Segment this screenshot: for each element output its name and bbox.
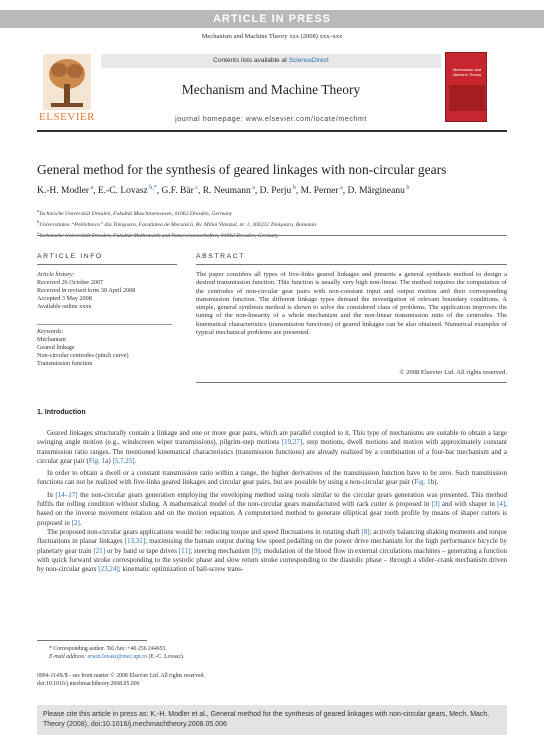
author-name: R. Neumann xyxy=(202,186,251,197)
citation-link[interactable]: [9] xyxy=(251,546,260,555)
keyword-item: Non-circular centrodes (pinch curve) xyxy=(37,352,129,359)
email-suffix: (E.-C. Lovasz). xyxy=(147,654,185,660)
paragraph-text: . xyxy=(79,518,82,527)
paragraph-text: ; actively balancing shaking moments and torque fluctuations in planar linkages xyxy=(37,527,508,546)
affiliation-marker: c xyxy=(37,229,39,235)
paragraph-text: The proposed non-circular gears applications would be: reducing torque and speed fluctuations in rotating shaft xyxy=(47,527,362,536)
contents-prefix: Contents lists available at xyxy=(213,57,287,64)
paragraph-text: In order to obtain a dwell or a constant transmission ratio within a range, the higher derivatives of the transmission function have to be zero. Such transmission functions can not be realized with five-links geared linkages and circular gear pairs, but are possible by using a non-circular gear pair ( xyxy=(37,469,507,487)
abstract-rule xyxy=(196,264,507,265)
citation-link[interactable]: [21] xyxy=(93,546,106,555)
paragraph-text: ; kinematic optimization of ball-screw trans- xyxy=(118,565,244,574)
journal-cover-image xyxy=(445,52,487,122)
author-name: M. Perner xyxy=(300,186,339,197)
citation-link[interactable]: [8] xyxy=(361,527,370,536)
paragraph-text: ; modulation of the blood flow in external circulations machines – generating a function with quick forward stroke corresponding to the systolic phase and slow return stroke corresponding to the diastolic phase – through a slider–crank mechanism driven by non-circular gears xyxy=(37,546,507,574)
article-info-column xyxy=(37,271,177,368)
keyword-list xyxy=(37,336,177,368)
contents-strip xyxy=(101,54,441,68)
citation-link[interactable]: Fig. 1 xyxy=(88,456,106,465)
affiliation-item xyxy=(37,207,507,218)
paragraph-text: ; steering mechanism xyxy=(190,546,252,555)
doi-line[interactable]: doi:10.1016/j.mechmachtheory.2008.05.006 xyxy=(37,680,140,687)
section-heading-introduction: 1. Introduction xyxy=(37,409,86,416)
keyword-item: Mechanism xyxy=(37,336,66,343)
intro-paragraph-4 xyxy=(37,528,507,574)
history-item: Received 26 October 2007 xyxy=(37,279,104,286)
sciencedirect-link[interactable]: ScienceDirect xyxy=(288,57,329,64)
affiliation-text: Technische Universität Dresden, Fakultät Mathematik und Naturwissenschaften, 01062 Dresden, Germany xyxy=(39,232,279,239)
article-info-rule xyxy=(37,264,177,265)
keywords-label: Keywords: xyxy=(37,328,64,335)
intro-paragraph-2 xyxy=(37,469,507,488)
journal-title: Mechanism and Machine Theory xyxy=(181,82,361,97)
footnote-rule xyxy=(37,640,147,641)
citation-link[interactable]: Fig. 1 xyxy=(414,478,431,487)
affiliation-rule xyxy=(37,235,507,236)
affiliation-text: Universitatea “Politehnica” din Timişoara, Facultatea de Mecanică, Bv. Mihai Viteazul, nr. 1, 300222 Timişoara, Romania xyxy=(39,221,317,228)
journal-reference: Mechanism and Machine Theory xxx (2008) xxx–xxx xyxy=(201,33,343,40)
history-item: Available online xxxx xyxy=(37,303,92,310)
history-list xyxy=(37,279,177,311)
paragraph-text: and with shaper in xyxy=(439,500,498,509)
author-list: K.-H. Modler $^a$, E.-C. Lovasz $^{b,*}$, G.F. Bär $^c$, R. Neumann $^a$, D. Perju $^b$, M. Perner $^a$, D. Mărgineanu $^b$ xyxy=(37,185,410,197)
paragraph-text: or by band or tape drives xyxy=(105,546,179,555)
footnote xyxy=(37,645,507,661)
affiliation-item xyxy=(37,218,507,229)
intro-paragraph-1 xyxy=(37,429,507,466)
author-name: G.F. Bär xyxy=(161,186,194,197)
journal-homepage[interactable]: journal homepage: www.elsevier.com/locate/mechmt xyxy=(175,116,367,123)
author-affiliation-marker[interactable]: a xyxy=(338,185,343,191)
citation-box: Please cite this article in press as: K.-H. Modler et al., General method for the synthesis of geared linkages with non-circular gears, Mech. Mach. Theory (2008), doi:10.1016/j.mechmachtheory.2008.05.006 xyxy=(37,705,507,735)
paragraph-text: , based on the inverse movement relation and on the motion equation. A computerized method to generate elliptical gear tooth profile by means of shaper cutters is proposed in xyxy=(37,500,507,527)
intro-body xyxy=(37,429,507,574)
abstract-text: The paper considers all types of five-links geared linkages and presents a general synthesis method to design a desired transmission function. This function is usually very high non-linear. The method requires the computation of the centrodes of non-circular gear pairs with non-constant input and output motion and their corresponding transmission function. The different linkage types demand the investigation of relevant boundary conditions. A simple, general synthesis method is shown to solve the considered class of problems. The application improves the tuning of the non-linearity of a whole mechanism and the non-linear transmission ratio of the centrodes. The kinematical characteristics (transmission functions) of geared linkages can be also obtained. Numerical examples of typical mechanical problems are presented. xyxy=(196,271,507,337)
issn-line: 0094-114X/$ - see front matter © 2008 Elsevier Ltd. All rights reserved. xyxy=(37,673,205,679)
paragraph-text: ; maximising the human output during low speed pedalling on the power drive mechanism for the high performance bicycle by planetary gear train xyxy=(37,537,507,555)
keyword-item: Transmission function xyxy=(37,360,93,367)
paragraph-text: the non-circular gears generation employing the enveloping method using tools similar to the circular gears generation was presented. This method fulfils the rolling condition without sliding. A mathematical model of the non-circular gears manufactured with rack cutter is proposed in xyxy=(37,490,507,509)
author-name: D. Mărgineanu xyxy=(347,186,405,197)
author-affiliation-marker[interactable]: b xyxy=(291,185,296,191)
copyright-notice: © 2008 Elsevier Ltd. All rights reserved. xyxy=(399,369,507,376)
paragraph-text: In xyxy=(47,490,56,499)
paragraph-text: b). xyxy=(430,478,439,487)
paragraph-text: Geared linkages structurally contain a linkage and one or more gear pairs, which are parallel coupled to it. This type of mechanisms are suitable to obtain a large swinging angle motion (e.g., windscreen wiper transmissions), pilgrim-step motions xyxy=(37,429,507,447)
affiliation-marker: a xyxy=(37,208,39,213)
author-affiliation-marker[interactable]: b,* xyxy=(147,185,157,191)
journal-header xyxy=(37,52,507,128)
corresponding-author-note: * Corresponding author. Tel./fax: +40 256 244653. xyxy=(49,646,167,652)
citation-link[interactable]: [11] xyxy=(178,546,191,555)
history-item: Received in revised form 30 April 2008 xyxy=(37,287,136,294)
affiliation-marker: b xyxy=(37,218,40,224)
citation-link[interactable]: [4] xyxy=(497,500,506,509)
citation-link[interactable]: [2] xyxy=(71,518,80,527)
author-name: E.-C. Lovasz xyxy=(97,186,148,197)
citation-link[interactable]: [14–17] xyxy=(55,490,78,499)
author-name: K.-H. Modler xyxy=(37,186,89,197)
author-affiliation-marker[interactable]: c xyxy=(193,185,198,191)
article-info-heading: ARTICLE INFO xyxy=(37,253,103,260)
email-link[interactable]: erwin.lovasz@mec.upt.ro xyxy=(87,654,148,660)
keywords-rule xyxy=(37,324,172,325)
affiliation-text: Technische Universität Dresden, Fakultät Maschinenwesen, 01062 Dresden, Germany xyxy=(39,210,233,217)
citation-link[interactable]: [3] xyxy=(431,500,440,509)
elsevier-wordmark: ELSEVIER xyxy=(39,111,95,123)
email-line xyxy=(37,653,507,661)
author-affiliation-marker[interactable]: b xyxy=(404,185,410,191)
citation-link[interactable]: [13,31] xyxy=(124,537,146,546)
author-affiliation-marker[interactable]: a xyxy=(250,185,255,191)
elsevier-logo[interactable] xyxy=(37,54,97,124)
paragraph-text: . xyxy=(134,456,137,465)
abstract-bottom-rule xyxy=(196,382,507,383)
cover-title: Mechanism and Machine Theory xyxy=(452,67,482,77)
keyword-item: Geared linkage xyxy=(37,344,75,351)
article-title: General method for the synthesis of geared linkages with non-circular gears xyxy=(37,162,447,177)
article-in-press-banner: ARTICLE IN PRESS xyxy=(0,10,544,28)
author-affiliation-marker[interactable]: a xyxy=(88,185,94,191)
citation-link[interactable]: [23,24] xyxy=(98,565,119,574)
elsevier-tree-icon xyxy=(43,54,91,110)
history-label: Article history: xyxy=(37,271,75,278)
cover-stripe xyxy=(449,85,485,111)
citation-link[interactable]: [19,27] xyxy=(281,438,303,447)
history-item: Accepted 3 May 2008 xyxy=(37,295,92,302)
email-label: E-mail address: xyxy=(49,654,86,660)
author-name: D. Perju xyxy=(259,186,292,197)
header-rule xyxy=(37,130,507,132)
citation-link[interactable]: [5,7,25] xyxy=(112,456,135,465)
paragraph-text: , step motions, dwell motions and motion with approximately constant transmission ratio ranges. The mentioned kinematical characteristics (transmission functions) are already realized by a combination of a four-bar mechanism and a circular gear pair ( xyxy=(37,438,507,465)
intro-paragraph-3 xyxy=(37,491,507,528)
paragraph-text: a) xyxy=(105,456,113,465)
abstract-heading: ABSTRACT xyxy=(196,253,246,260)
publication-info xyxy=(37,673,507,688)
